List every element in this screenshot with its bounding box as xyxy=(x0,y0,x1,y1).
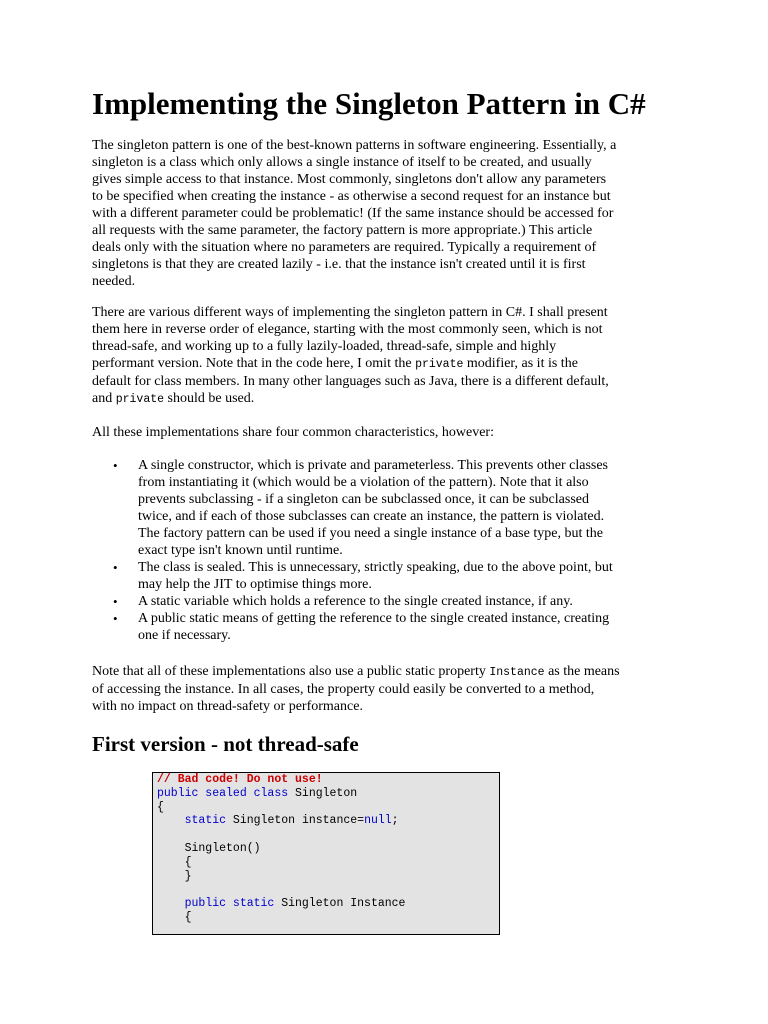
inline-code: Instance xyxy=(489,666,545,679)
code-token: ; xyxy=(391,814,399,828)
text-segment: and xyxy=(92,391,116,406)
text-line: A static variable which holds a reference to the single created instance, if any. xyxy=(138,594,573,609)
code-line xyxy=(153,842,499,856)
text-line: prevents subclassing - if a singleton can be subclassed once, it can be subclassed xyxy=(138,492,589,507)
text-line: default for class members. In many other languages such as Java, there is a different default, xyxy=(92,374,609,389)
text-line: exact type isn't known until runtime. xyxy=(138,543,343,558)
code-line xyxy=(153,828,499,842)
code-token: { xyxy=(157,855,192,869)
intro-paragraph xyxy=(92,137,682,290)
code-token xyxy=(157,814,185,827)
text-line xyxy=(92,663,682,681)
text-line: A public static means of getting the reference to the single created instance, creating xyxy=(138,611,610,626)
characteristics-list xyxy=(92,457,682,644)
text-line: with a different parameter could be problematic! (If the same instance should be accessed for xyxy=(92,206,614,221)
text-line xyxy=(92,390,682,408)
text-segment: performant version. Note that in the code here, I omit the xyxy=(92,356,416,371)
inline-code: private xyxy=(115,393,165,406)
text-line: singleton is a class which only allows a single instance of itself to be created, and usually xyxy=(92,155,592,170)
page-title: Implementing the Singleton Pattern in C# xyxy=(92,86,646,121)
code-token: Singleton() xyxy=(157,841,261,855)
code-block xyxy=(152,772,500,935)
instance-property-paragraph xyxy=(92,663,682,715)
implementations-paragraph xyxy=(92,304,682,408)
code-line xyxy=(153,801,499,815)
code-token: // Bad code! Do not use! xyxy=(157,773,323,786)
code-token: Singleton Instance xyxy=(274,897,406,911)
text-line: A single constructor, which is private and parameterless. This prevents other classes xyxy=(138,458,608,473)
text-segment: modifier, as it is the xyxy=(463,356,578,371)
code-line xyxy=(153,883,499,897)
list-item xyxy=(92,457,682,559)
code-token: } xyxy=(157,869,192,883)
text-line: to be specified when creating the instance - as otherwise a second request for an instance but xyxy=(92,189,611,204)
text-line: twice, and if each of those subclasses can create an instance, the pattern is violated. xyxy=(138,509,605,524)
text-line: deals only with the situation where no parameters are required. Typically a requirement of xyxy=(92,240,597,255)
text-line: of accessing the instance. In all cases, the property could easily be converted to a method, xyxy=(92,682,595,697)
section-heading: First version - not thread-safe xyxy=(92,732,359,756)
code-line xyxy=(153,870,499,884)
text-line: one if necessary. xyxy=(138,628,231,643)
code-token: null xyxy=(364,814,392,828)
code-line xyxy=(153,897,499,911)
text-line: The factory pattern can be used if you need a single instance of a base type, but the xyxy=(138,526,603,541)
text-line: The class is sealed. This is unnecessary, strictly speaking, due to the above point, but xyxy=(138,560,613,575)
inline-code: private xyxy=(415,358,464,371)
code-token: { xyxy=(157,800,164,814)
code-line xyxy=(153,787,499,801)
text-line: The singleton pattern is one of the best-known patterns in software engineering. Essentially, a xyxy=(92,138,617,153)
text-line: all requests with the same parameter, the factory pattern is more appropriate.) This article xyxy=(92,223,593,238)
code-token: public sealed class xyxy=(157,786,289,800)
text-segment: should be used. xyxy=(164,391,255,406)
text-line: them here in reverse order of elegance, starting with the most commonly seen, which is not xyxy=(92,322,603,337)
text-line: may help the JIT to optimise things more. xyxy=(138,577,372,592)
text-line: singletons is that they are created lazily - i.e. that the instance isn't created until it is first xyxy=(92,257,586,272)
text-segment: Note that all of these implementations also use a public static property xyxy=(92,664,490,679)
code-token: public static xyxy=(184,897,275,911)
list-item xyxy=(92,610,682,644)
code-line xyxy=(153,814,499,828)
text-line: There are various different ways of implementing the singleton pattern in C#. I shall present xyxy=(92,305,608,320)
text-line: needed. xyxy=(92,274,136,289)
bullet-icon: • xyxy=(113,560,118,575)
bullet-icon: • xyxy=(113,458,118,473)
code-token: Singleton instance= xyxy=(226,814,365,828)
list-item xyxy=(92,593,682,610)
text-line: from instantiating it (which would be a violation of the pattern). Note that it also xyxy=(138,475,589,490)
code-token: { xyxy=(157,910,192,924)
text-line: gives simple access to that instance. Most commonly, singletons don't allow any parameters xyxy=(92,172,607,187)
code-token: Singleton xyxy=(288,786,358,800)
code-token xyxy=(157,897,185,910)
code-line xyxy=(153,856,499,870)
code-line xyxy=(153,773,499,787)
text-line: thread-safe, and working up to a fully lazily-loaded, thread-safe, simple and highly xyxy=(92,339,557,354)
text-segment: as the means xyxy=(544,664,620,679)
list-item xyxy=(92,559,682,593)
code-token: static xyxy=(184,814,227,828)
bullet-icon: • xyxy=(113,611,118,626)
bullet-icon: • xyxy=(113,594,118,609)
characteristics-intro: All these implementations share four common characteristics, however: xyxy=(92,425,494,440)
text-line xyxy=(92,355,682,373)
code-line xyxy=(153,911,499,925)
text-line: with no impact on thread-safety or performance. xyxy=(92,699,363,714)
